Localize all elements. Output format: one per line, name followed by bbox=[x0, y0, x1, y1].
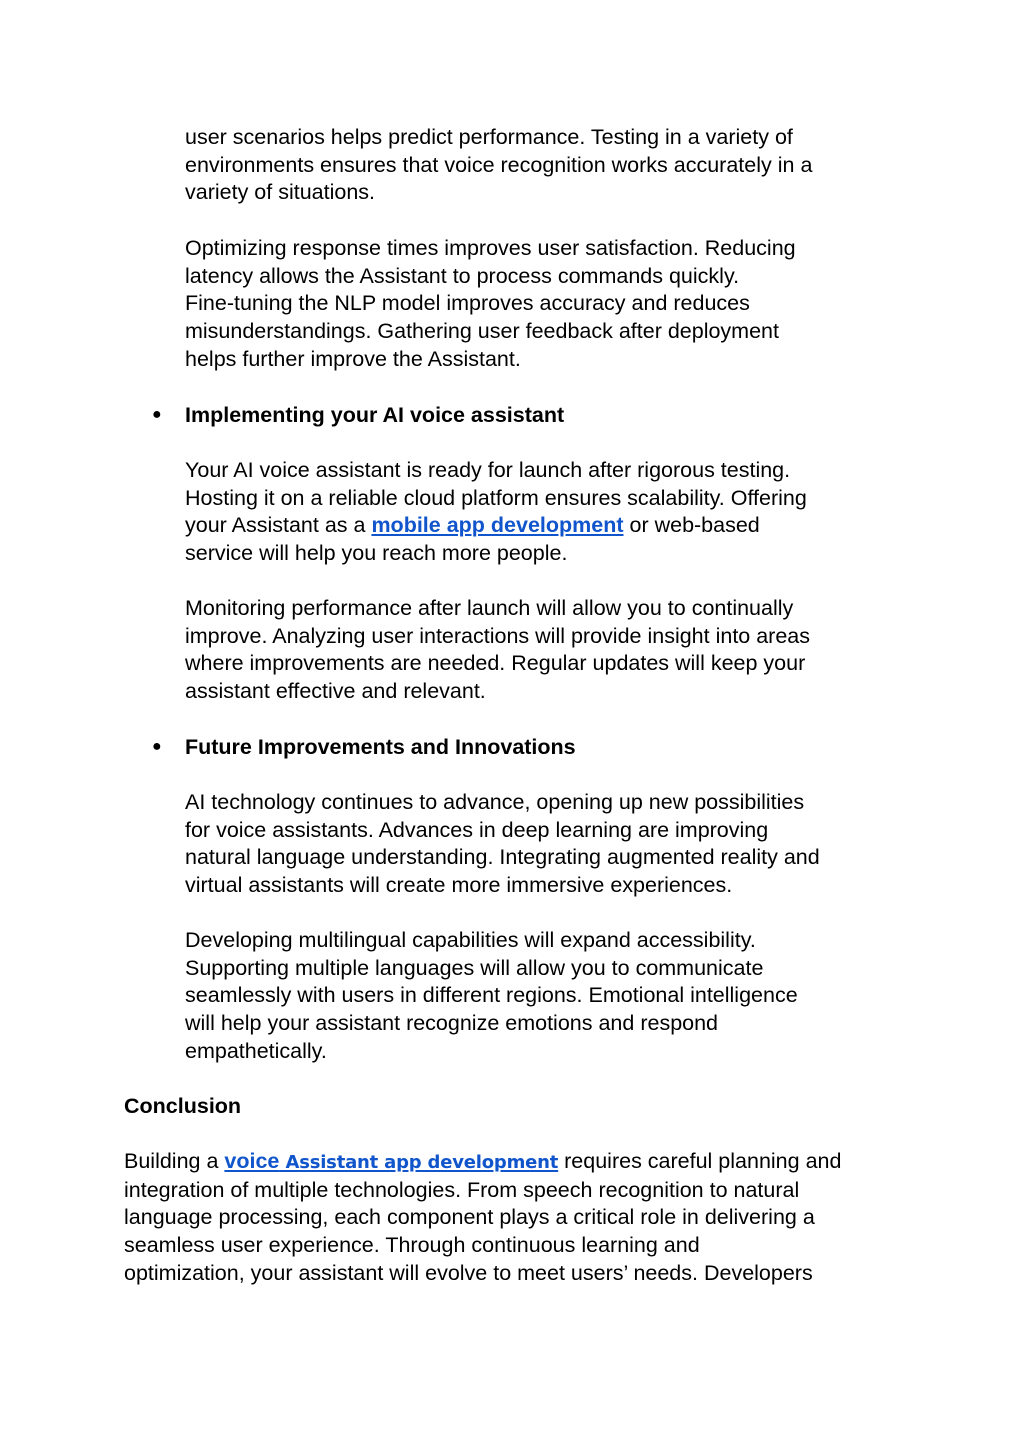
bullet-icon: ● bbox=[152, 738, 162, 755]
text-line: Hosting it on a reliable cloud platform ensures scalability. Offering bbox=[185, 485, 807, 510]
text-line: user scenarios helps predict performance. Testing in a variety of bbox=[185, 125, 793, 149]
text-line: Optimizing response times improves user satisfaction. Reducing bbox=[185, 236, 796, 260]
text-line: latency allows the Assistant to process commands quickly. bbox=[185, 263, 740, 288]
paragraph-launch bbox=[185, 457, 925, 568]
text-line bbox=[185, 512, 925, 540]
section-heading-future: Future Improvements and Innovations bbox=[185, 735, 576, 759]
text-fragment: requires careful planning and bbox=[558, 1149, 842, 1173]
text-line: misunderstandings. Gathering user feedback after deployment bbox=[185, 319, 779, 344]
text-line: natural language understanding. Integrating augmented reality and bbox=[185, 845, 820, 870]
text-line: improve. Analyzing user interactions will provide insight into areas bbox=[185, 623, 811, 648]
link-rest: Assistant app development bbox=[279, 1152, 559, 1173]
text-fragment: your Assistant as a bbox=[185, 513, 372, 538]
text-line: empathetically. bbox=[185, 1038, 327, 1063]
text-line: will help your assistant recognize emotions and respond bbox=[185, 1011, 719, 1036]
text-fragment: or web-based bbox=[623, 513, 760, 538]
text-line: Monitoring performance after launch will allow you to continually bbox=[185, 596, 794, 620]
text-line: seamlessly with users in different regions. Emotional intelligence bbox=[185, 983, 798, 1008]
paragraph-ai-technology bbox=[185, 789, 925, 900]
text-line: integration of multiple technologies. From speech recognition to natural bbox=[124, 1177, 800, 1202]
text-line bbox=[124, 1148, 924, 1177]
text-line: AI technology continues to advance, opening up new possibilities bbox=[185, 790, 805, 814]
text-line: environments ensures that voice recognition works accurately in a bbox=[185, 152, 813, 177]
bullet-icon: ● bbox=[152, 406, 162, 423]
text-line: helps further improve the Assistant. bbox=[185, 346, 521, 371]
text-line: variety of situations. bbox=[185, 180, 376, 205]
text-line: Supporting multiple languages will allow you to communicate bbox=[185, 955, 764, 980]
text-line: Developing multilingual capabilities will expand accessibility. bbox=[185, 928, 756, 952]
text-line: language processing, each component plays a critical role in delivering a bbox=[124, 1205, 815, 1230]
text-line: assistant effective and relevant. bbox=[185, 679, 486, 704]
conclusion-heading: Conclusion bbox=[124, 1094, 242, 1118]
text-line: optimization, your assistant will evolve to meet users’ needs. Developers bbox=[124, 1260, 813, 1285]
paragraph-conclusion bbox=[124, 1148, 924, 1288]
paragraph-testing-environments bbox=[185, 124, 925, 207]
paragraph-monitoring bbox=[185, 595, 925, 706]
text-line: where improvements are needed. Regular updates will keep your bbox=[185, 651, 806, 676]
paragraph-multilingual bbox=[185, 927, 925, 1066]
paragraph-response-times bbox=[185, 235, 925, 374]
text-line: Your AI voice assistant is ready for launch after rigorous testing. bbox=[185, 458, 791, 482]
voice-assistant-app-development-link[interactable] bbox=[224, 1149, 558, 1173]
text-line: seamless user experience. Through continuous learning and bbox=[124, 1233, 700, 1258]
text-line: for voice assistants. Advances in deep learning are improving bbox=[185, 817, 769, 842]
link-word: voice bbox=[224, 1149, 280, 1173]
mobile-app-development-link[interactable]: mobile app development bbox=[371, 513, 624, 538]
text-line: Fine-tuning the NLP model improves accuracy and reduces bbox=[185, 291, 750, 316]
text-fragment: Building a bbox=[124, 1149, 225, 1173]
text-line: service will help you reach more people. bbox=[185, 541, 568, 566]
text-line: virtual assistants will create more immersive experiences. bbox=[185, 873, 733, 898]
section-heading-implementing: Implementing your AI voice assistant bbox=[185, 403, 565, 427]
